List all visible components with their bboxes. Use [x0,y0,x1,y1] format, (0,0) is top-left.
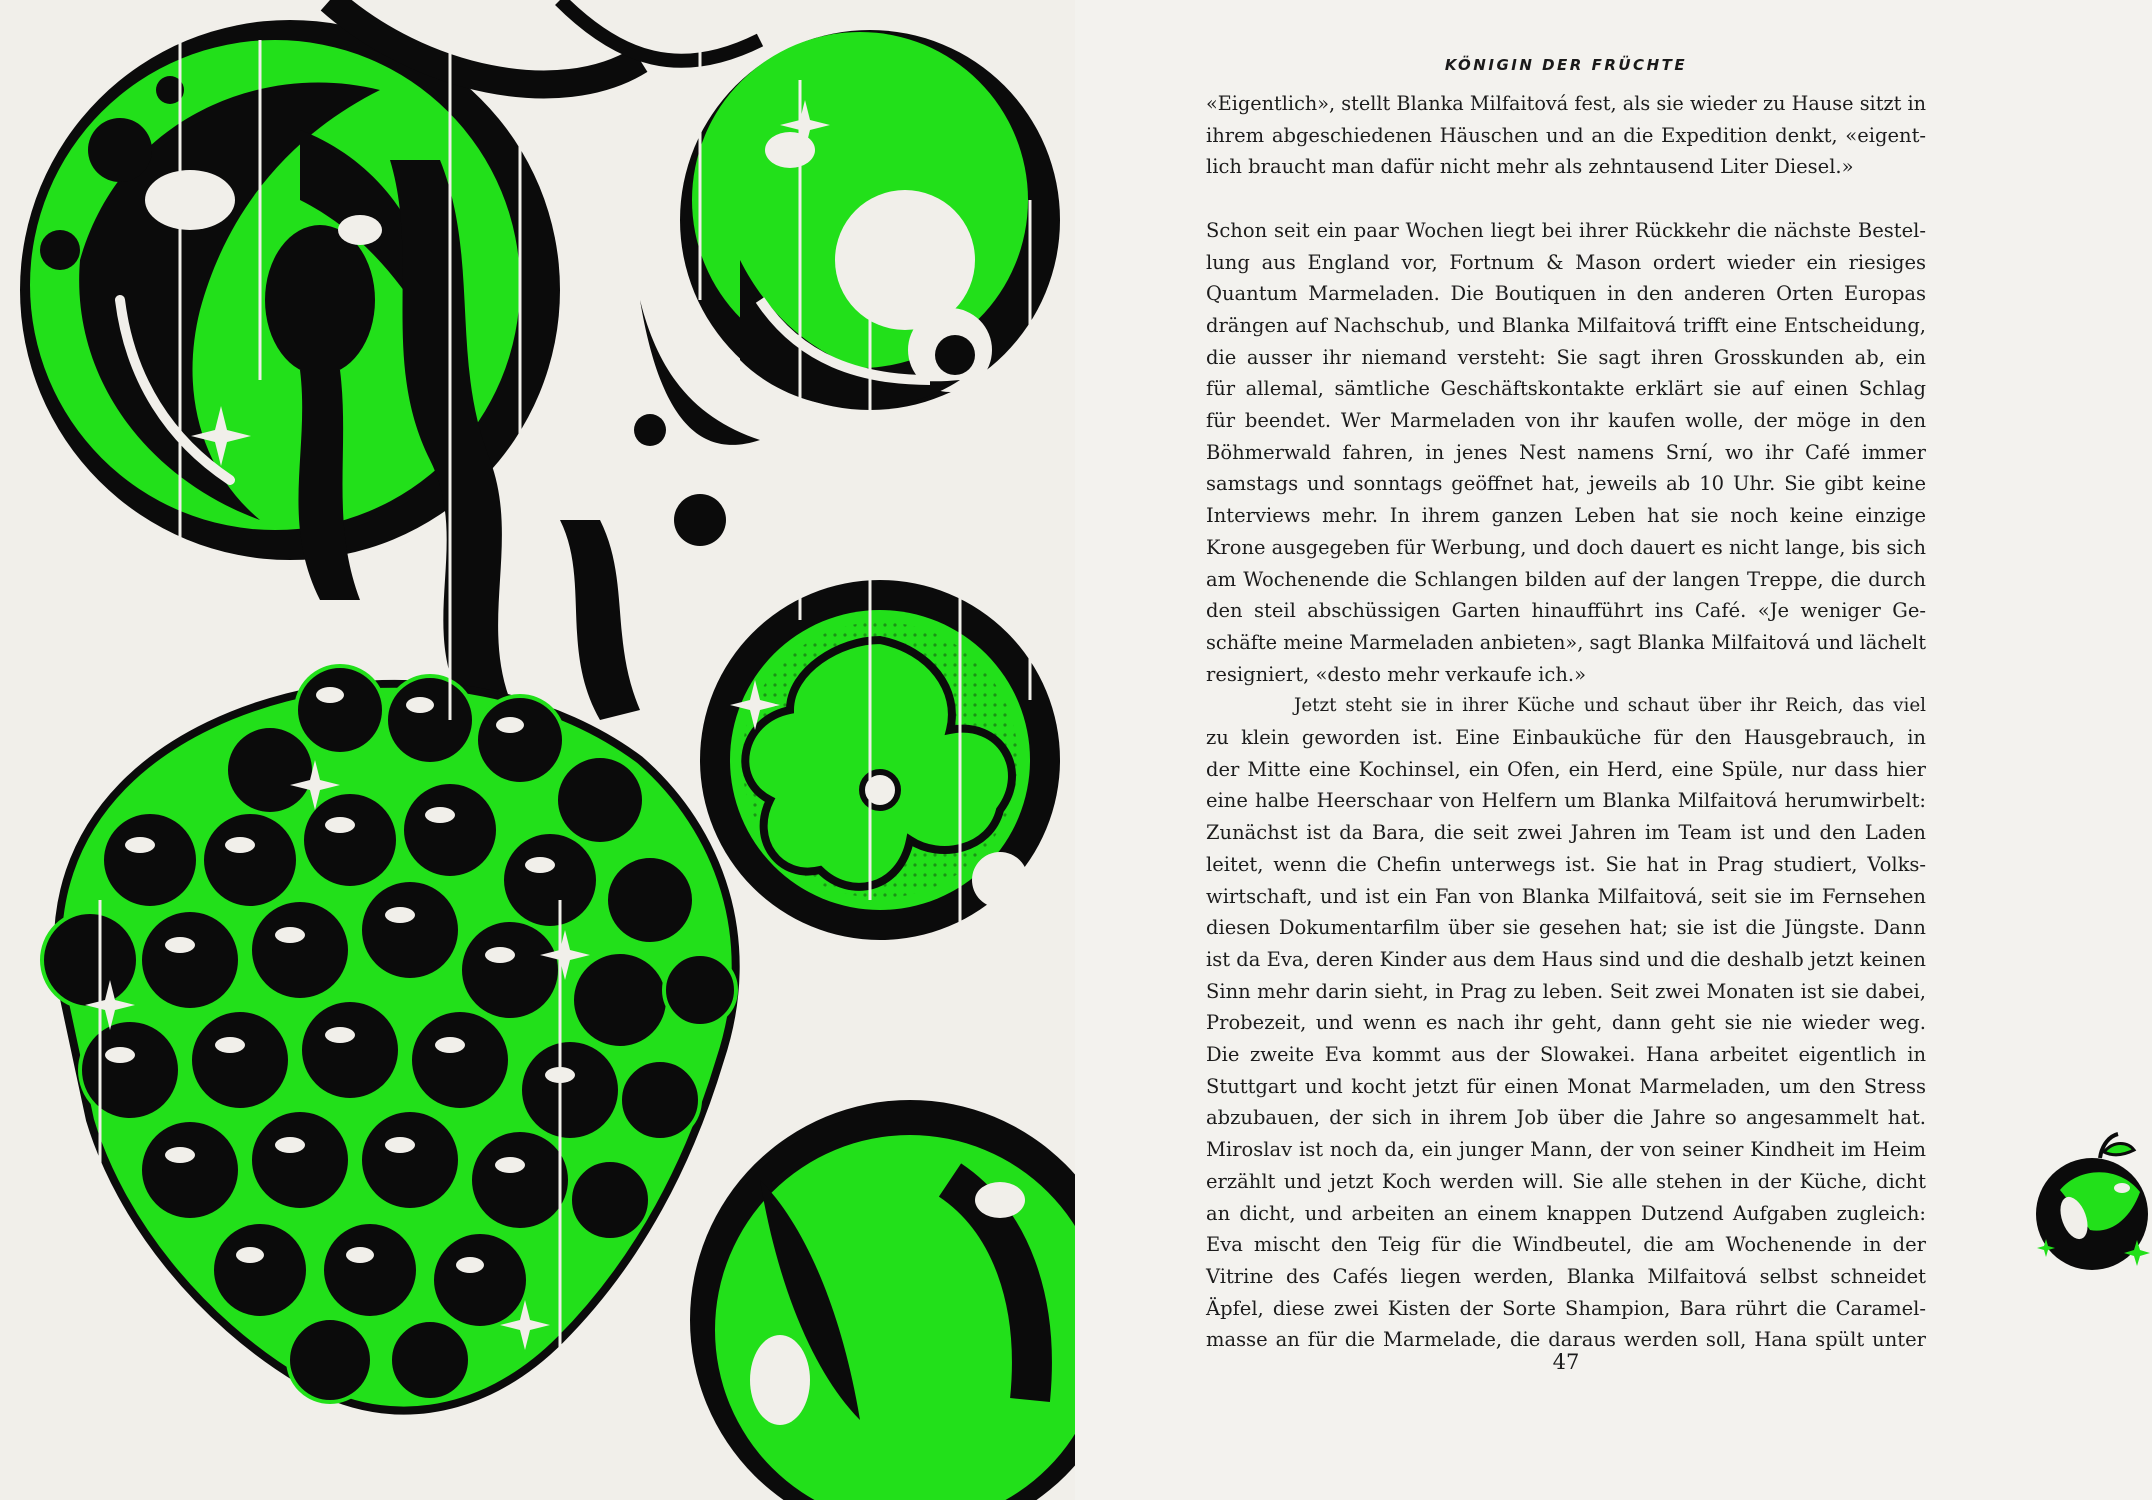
apple-vignette-icon [2030,1130,2152,1280]
text-line: Quantum Marmeladen. Die Boutiquen in den anderen Orten Europas [1206,282,1926,306]
text-line: zu klein geworden ist. Eine Einbauküche für den Hausgebrauch, in [1206,726,1926,750]
paragraph-3 [1206,690,1926,1356]
running-head: KÖNIGIN DER FRÜCHTE [1444,56,1688,74]
text-line: Zunächst ist da Bara, die seit zwei Jahren im Team ist und den Laden [1206,821,1926,845]
text-line: lung aus England vor, Fortnum & Mason ordert wieder ein riesiges [1206,250,1926,274]
text-line: für beendet. Wer Marmeladen von ihr kaufen wolle, der möge in den [1206,409,1926,433]
text-line: abzubauen, der sich in ihrem Job über die Jahre so angesammelt hat. [1206,1106,1926,1130]
text-line: der Mitte eine Kochinsel, ein Ofen, ein Herd, eine Spüle, nur dass hier [1206,757,1926,781]
text-line: eine halbe Heerschaar von Helfern um Blanka Milfaitová herumwirbelt: [1206,789,1926,813]
paragraph-2 [1206,215,1926,691]
text-line: Interviews mehr. In ihrem ganzen Leben hat sie noch keine einzige [1206,504,1926,528]
text-line: resigniert, «desto mehr verkaufe ich.» [1206,662,1587,686]
text-line: für allemal, sämtliche Geschäftskontakte erklärt sie auf einen Schlag [1206,377,1926,401]
page-number: 47 [1552,1350,1580,1374]
text-line: Vitrine des Cafés liegen werden, Blanka Milfaitová selbst schneidet [1206,1265,1926,1288]
text-page [1075,0,2152,1500]
text-line: ist da Eva, deren Kinder aus dem Haus sind und die deshalb jetzt keinen [1206,947,1926,971]
text-line: Stuttgart und kocht jetzt für einen Monat Marmeladen, um den Stress [1206,1074,1926,1098]
text-line: Sinn mehr darin sieht, in Prag zu leben. Seit zwei Monaten ist sie dabei, [1206,979,1926,1003]
paragraph-1 [1206,88,1926,183]
text-line: schäfte meine Marmeladen anbieten», sagt Blanka Milfaitová und lächelt [1206,630,1926,654]
text-line: diesen Dokumentarfilm über sie gesehen hat; sie ist die Jüngste. Dann [1206,916,1926,940]
text-line: lich braucht man dafür nicht mehr als zehntausend Liter Diesel.» [1206,155,1854,179]
text-line: Die zweite Eva kommt aus der Slowakei. Hana arbeitet eigentlich in [1206,1043,1926,1067]
text-line: masse an für die Marmelade, die daraus werden soll, Hana spült unter [1206,1328,1926,1352]
text-line: ihrem abgeschiedenen Häuschen und an die Expedition denkt, «eigent- [1206,123,1926,147]
lime-slice [700,580,1060,940]
text-line: am Wochenende die Schlangen bilden auf der langen Treppe, die durch [1206,567,1926,591]
text-line: leitet, wenn die Chefin unterwegs ist. Sie hat in Prag studiert, Volks- [1206,852,1926,876]
text-line: an dicht, und arbeiten an einem knappen Dutzend Aufgaben zugleich: [1206,1201,1926,1225]
article-body [1206,88,1926,1356]
text-line: samstags und sonntags geöffnet hat, jeweils ab 10 Uhr. Sie gibt keine [1206,472,1926,496]
text-line: erzählt und jetzt Koch werden will. Sie alle stehen in der Küche, dicht [1206,1169,1926,1193]
text-line: Probezeit, und wenn es nach ihr geht, dann geht sie nie wieder weg. [1206,1011,1926,1035]
fruit-illustration [0,0,1075,1500]
text-line: Böhmerwald fahren, in jenes Nest namens Srní, wo ihr Café immer [1206,440,1926,464]
text-line: Jetzt steht sie in ihrer Küche und schaut über ihr Reich, das viel [1294,695,1926,717]
text-line: die ausser ihr niemand versteht: Sie sagt ihren Grosskunden ab, ein [1206,345,1926,369]
text-line: Schon seit ein paar Wochen liegt bei ihrer Rückkehr die nächste Bestel- [1206,218,1926,242]
text-line: Eva mischt den Teig für die Windbeutel, die am Wochenende in der [1206,1233,1926,1257]
text-line: «Eigentlich», stellt Blanka Milfaitová fest, als sie wieder zu Hause sitzt in [1206,92,1926,115]
text-line: Miroslav ist noch da, ein junger Mann, der von seiner Kindheit im Heim [1206,1138,1926,1162]
text-line: drängen auf Nachschub, und Blanka Milfaitová trifft eine Entscheidung, [1206,313,1926,337]
text-line: wirtschaft, und ist ein Fan von Blanka Milfaitová, seit sie im Fernsehen [1206,884,1926,908]
text-line: den steil abschüssigen Garten hinaufführt ins Café. «Je weniger Ge- [1206,599,1926,623]
text-line: Äpfel, diese zwei Kisten der Sorte Shampion, Bara rührt die Caramel- [1206,1296,1926,1320]
text-line: Krone ausgegeben für Werbung, und doch dauert es nicht lange, bis sich [1206,535,1926,559]
illustration-page [0,0,1075,1500]
